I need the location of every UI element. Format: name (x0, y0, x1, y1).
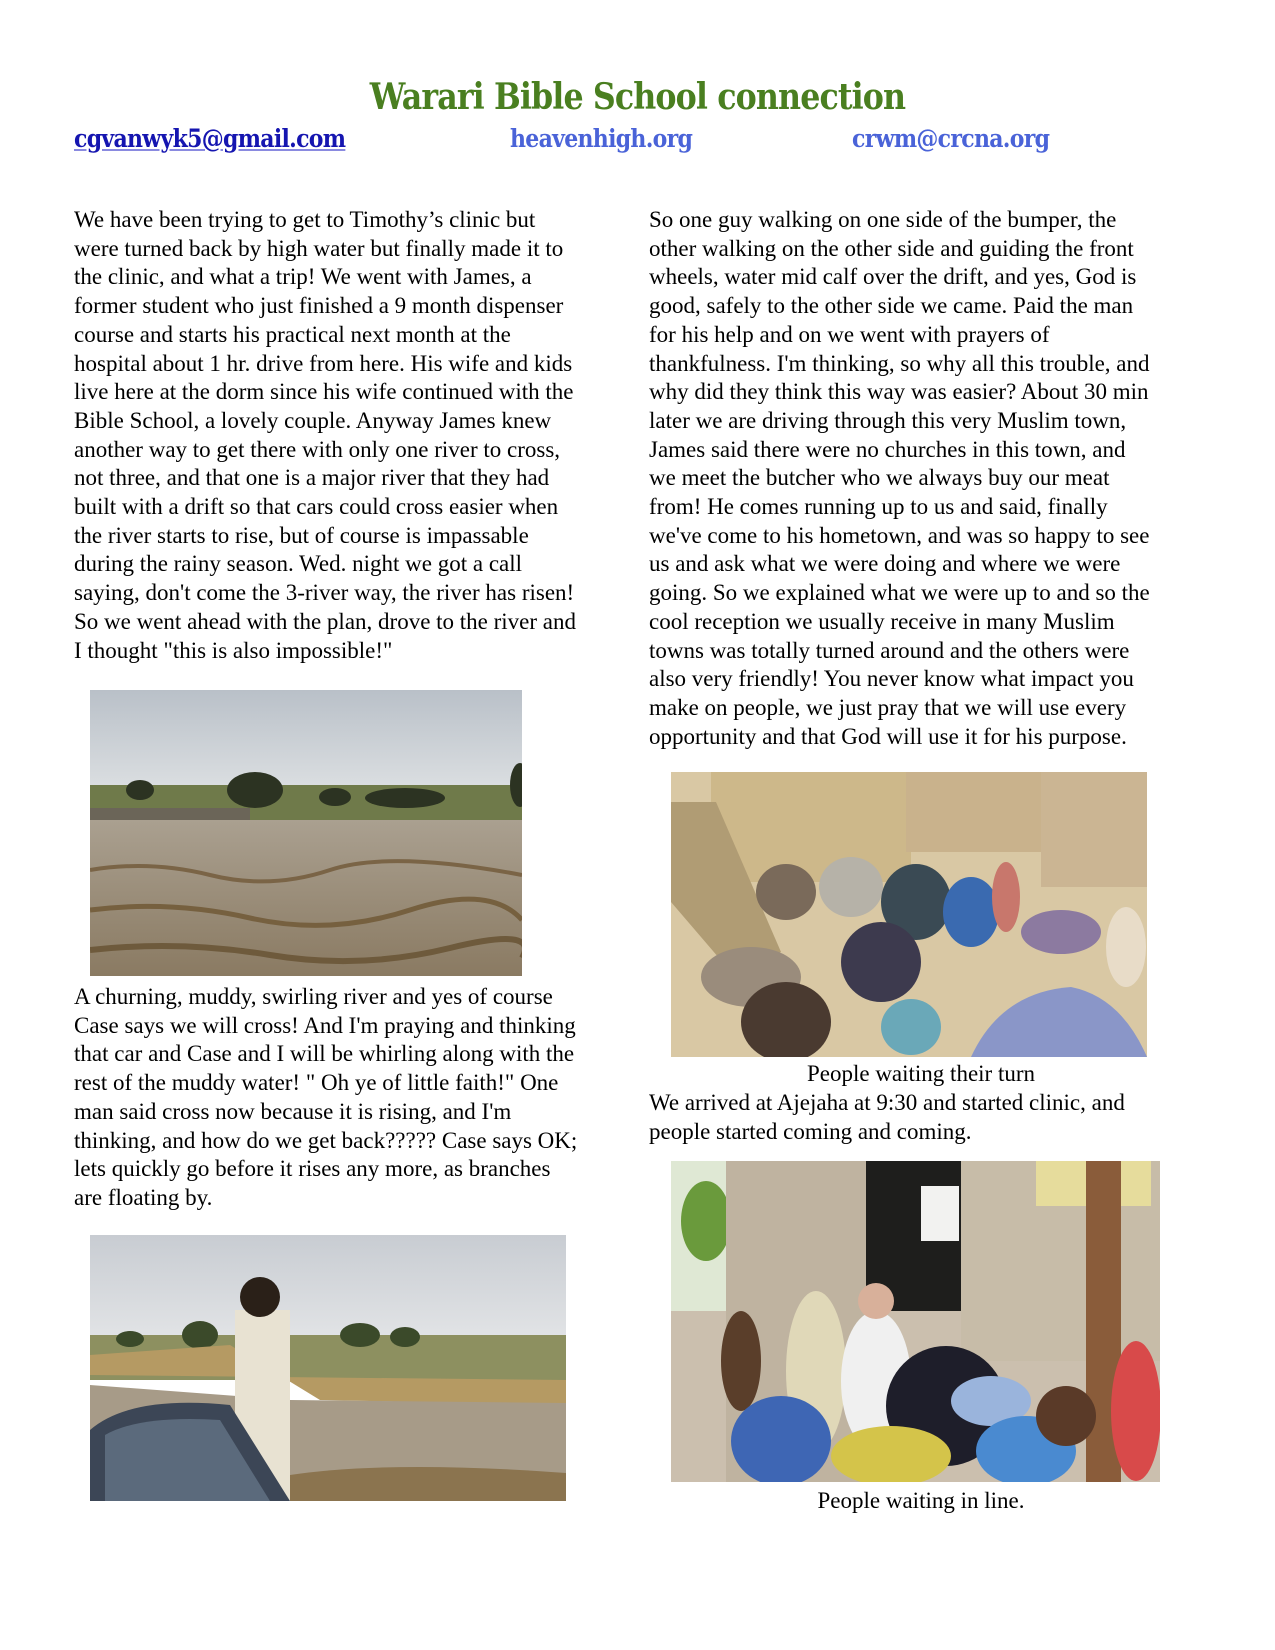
page-title: Warari Bible School connection (369, 76, 906, 118)
left-paragraph-1: We have been trying to get to Timothy’s clinic but were turned back by high water but finally made it to the clinic, and what a trip! We went with James, a former student who just finished a 9 month dispenser course and starts his practical next month at the hospital about 1 hr. drive from here. His wife and kids live here at the dorm since his wife continued with the Bible School, a lovely couple. Anyway James knew another way to get there with only one river to cross, not three, and that one is a major river that they had built with a drift so that cars could cross easier when the river starts to rise, but of course is impassable during the rainy season. Wed. night we got a call saying, don't come the 3-river way, the river has risen! So we went ahead with the plan, drove to the river and I thought "this is also impossible!" (74, 207, 577, 663)
email-link[interactable]: cgvanwyk5@gmail.com (74, 124, 346, 153)
crwm-email-link[interactable]: crwm@crcna.org (852, 124, 1050, 153)
website-link[interactable]: heavenhigh.org (510, 124, 693, 153)
right-paragraph-2: We arrived at Ajejaha at 9:30 and started clinic, and people started coming and coming. (649, 1090, 1125, 1144)
left-paragraph-2: A churning, muddy, swirling river and yes of course Case says we will cross! And I'm praying and thinking that car and Case and I will be whirling along with the rest of the muddy water! " Oh ye of little faith!" One man said cross now because it is rising, and I'm thinking, and how do we get back????? Case says OK; lets quickly go before it rises any more, as branches are floating by. (74, 984, 578, 1210)
crossing-photo (90, 1235, 566, 1501)
right-paragraph-1: So one guy walking on one side of the bumper, the other walking on the other side and guiding the front wheels, water mid calf over the drift, and yes, God is good, safely to the other side we came. Paid the man for his help and on we went with prayers of thankfulness. I'm thinking, so why all this trouble, and why did they think this way was easier? About 30 min later we are driving through this very Muslim town, James said there were no churches in this town, and we meet the butcher who we always buy our meat from! He comes running up to us and said, finally we've come to his hometown, and was so happy to see us and ask what we were doing and where we were going. So we explained what we were up to and so the cool reception we usually receive in many Muslim towns was totally turned around and the others were also very friendly! You never know what impact you make on people, we just pray that we will use every opportunity and that God will use it for his purpose. (649, 207, 1150, 749)
photo-caption-waiting-turn: People waiting their turn (806, 1061, 1036, 1086)
people-in-line-photo (671, 1161, 1160, 1482)
people-waiting-photo (671, 772, 1147, 1057)
photo-caption-waiting-line: People waiting in line. (817, 1488, 1025, 1513)
river-photo (90, 690, 522, 976)
